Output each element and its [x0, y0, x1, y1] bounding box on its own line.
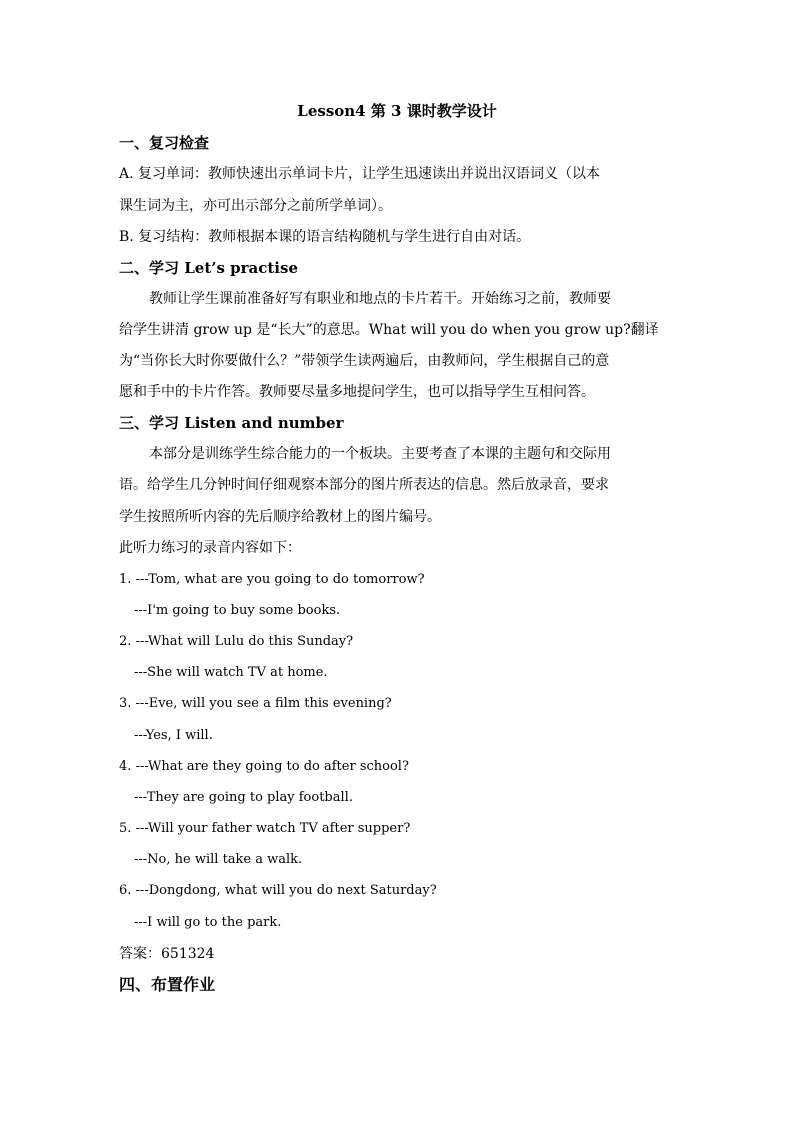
paragraph-line: 愿和手中的卡片作答。教师要尽量多地提问学生，也可以指导学生互相问答。 — [119, 384, 595, 400]
paragraph-line: B. 复习结构：教师根据本课的语言结构随机与学生进行自由对话。 — [119, 229, 531, 245]
section-heading-review: 一、复习检查 — [119, 134, 210, 152]
dialog-answer: ---Yes, I will. — [134, 728, 213, 743]
paragraph-line: 语。给学生几分钟时间仔细观察本部分的图片所表达的信息。然后放录音，要求 — [119, 477, 609, 493]
dialog-question: 6. ---Dongdong, what will you do next Saturday? — [119, 883, 437, 898]
section-heading-listen: 三、学习 Listen and number — [119, 414, 344, 432]
paragraph-line: 为“当你长大时你要做什么？”带领学生读两遍后，由教师问，学生根据自己的意 — [119, 353, 610, 369]
dialog-question: 2. ---What will Lulu do this Sunday? — [119, 634, 354, 649]
paragraph-line: 课生词为主，亦可出示部分之前所学单词）。 — [119, 198, 392, 214]
dialog-question: 3. ---Eve, will you see a film this evening? — [119, 696, 392, 711]
listening-intro: 此听力练习的录音内容如下： — [119, 540, 301, 556]
dialog-answer: ---No, he will take a walk. — [134, 852, 303, 867]
paragraph-line: 学生按照所听内容的先后顺序给教材上的图片编号。 — [119, 509, 441, 525]
paragraph-line: 本部分是训练学生综合能力的一个板块。主要考查了本课的主题句和交际用 — [149, 446, 611, 462]
answer-key: 答案：651324 — [119, 946, 215, 962]
dialog-answer: ---She will watch TV at home. — [134, 665, 328, 680]
dialog-question: 1. ---Tom, what are you going to do tomorrow? — [119, 572, 425, 587]
section-heading-practise: 二、学习 Let’s practise — [119, 259, 298, 277]
section-heading-homework: 四、布置作业 — [119, 975, 216, 994]
page-title: Lesson4 第 3 课时教学设计 — [297, 102, 497, 120]
paragraph-line: A. 复习单词：教师快速出示单词卡片，让学生迅速读出并说出汉语词义（以本 — [119, 166, 601, 182]
dialog-question: 4. ---What are they going to do after school? — [119, 759, 409, 774]
paragraph-line: 教师让学生课前准备好写有职业和地点的卡片若干。开始练习之前，教师要 — [149, 291, 611, 307]
dialog-answer: ---They are going to play football. — [134, 790, 353, 805]
dialog-answer: ---I will go to the park. — [134, 915, 282, 930]
paragraph-line: 给学生讲清 grow up 是“长大”的意思。What will you do when you grow up?翻译 — [119, 322, 659, 338]
dialog-answer: ---I'm going to buy some books. — [134, 603, 341, 618]
dialog-question: 5. ---Will your father watch TV after supper? — [119, 821, 411, 836]
